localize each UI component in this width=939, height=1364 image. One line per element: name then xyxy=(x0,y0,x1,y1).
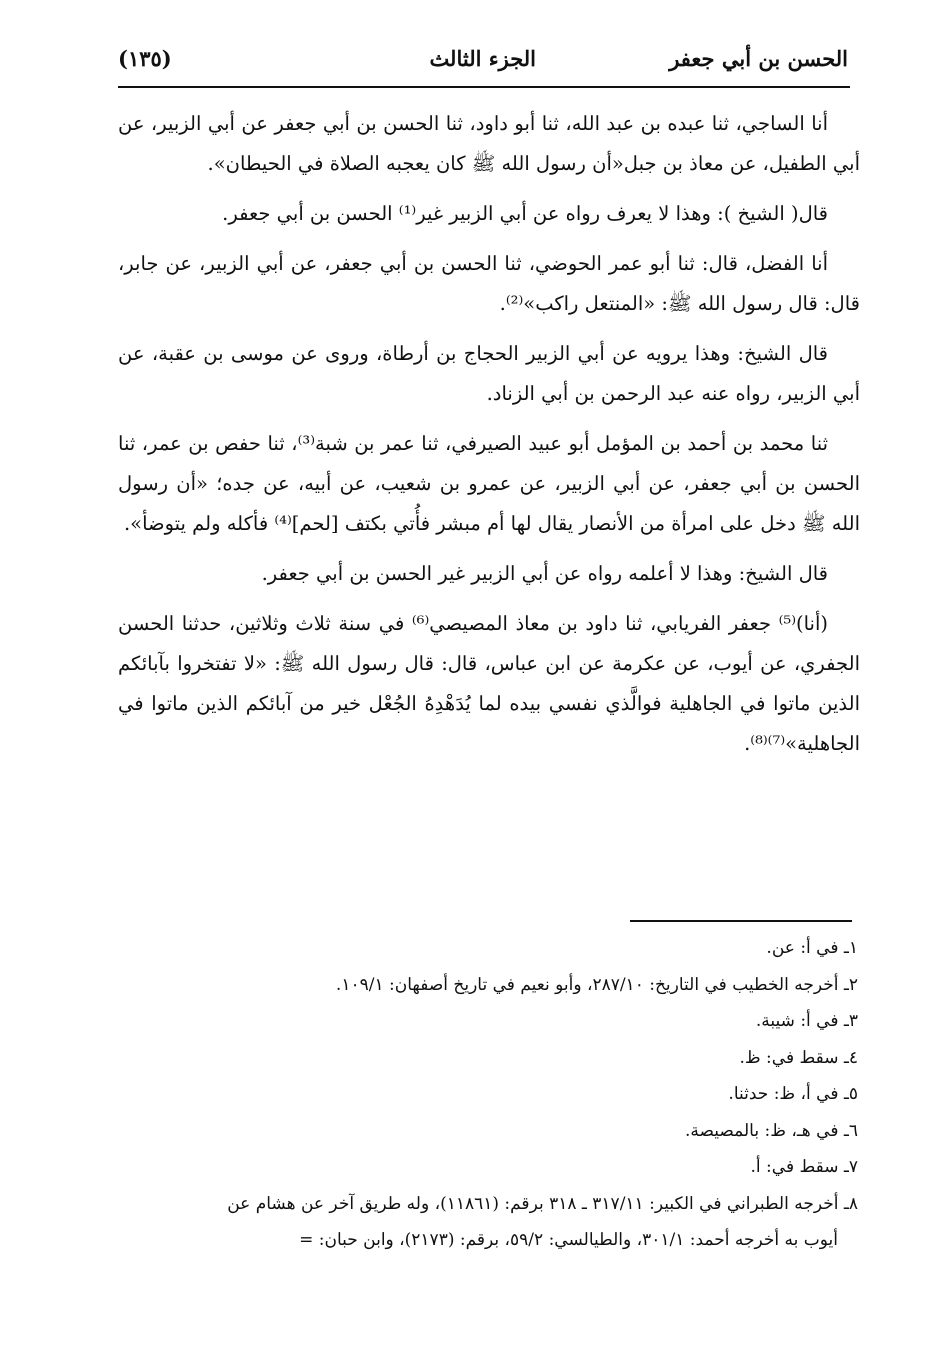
paragraph: قال الشيخ: وهذا يرويه عن أبي الزبير الحجاج بن أرطاة، وروى عن موسى بن عقبة، عن أبي الزبير، رواه عنه عبد الرحمن بن أبي الزناد. xyxy=(118,342,860,405)
running-header xyxy=(118,40,848,84)
footnote: ٥ـ في أ، ظ: حدثنا. xyxy=(728,1084,858,1104)
header-divider xyxy=(118,86,850,88)
paragraph: أنا الساجي، ثنا عبده بن عبد الله، ثنا أبو داود، ثنا الحسن بن أبي جعفر عن أبي الزبير، عن أبي الطفيل، عن معاذ بن جبل«أن رسول الله ﷺ كان يعجبه الصلاة في الحيطان». xyxy=(118,112,860,175)
footnote: ٢ـ أخرجه الخطيب في التاريخ: ٢٨٧/١٠، وأبو نعيم في تاريخ أصفهان: ١٠٩/١. xyxy=(335,974,858,995)
footnote: ٦ـ في هـ، ظ: بالمصيصة. xyxy=(685,1120,858,1141)
footnote-continuation: أيوب به أخرجه أحمد: ٣٠١/١، والطيالسي: ٥٩/٢، برقم: (٢١٧٣)، وابن حبان: = xyxy=(299,1229,838,1250)
footnote: ٨ـ أخرجه الطبراني في الكبير: ٣١٧/١١ ـ ٣١٨ برقم: (١١٨٦١)، وله طريق آخر عن هشام عن xyxy=(227,1193,858,1214)
paragraph: ثنا محمد بن أحمد بن المؤمل أبو عبيد الصيرفي، ثنا عمر بن شبة⁽³⁾، ثنا حفص بن عمر، ثنا الحسن بن أبي جعفر، عن أبي الزبير، عن عمرو بن شعيب، عن أبيه، عن جده؛ «أن رسول الله ﷺ دخل على امرأة من الأنصار يقال لها أم مبشر فأُتي بكتف [لحم]⁽⁴⁾ فأكله ولم يتوضأ». xyxy=(118,432,860,535)
footnotes xyxy=(110,930,858,1258)
paragraph: قال الشيخ: وهذا لا أعلمه رواه عن أبي الزبير غير الحسن بن أبي جعفر. xyxy=(261,562,828,585)
main-text xyxy=(118,104,860,774)
paragraph: أنا الفضل، قال: ثنا أبو عمر الحوضي، ثنا الحسن بن أبي جعفر، عن أبي الزبير، عن جابر، قال: قال رسول الله ﷺ: «المنتعل راكب»⁽²⁾. xyxy=(118,252,860,315)
footnote-divider xyxy=(630,920,852,922)
paragraph: (أنا)⁽⁵⁾ جعفر الفريابي، ثنا داود بن معاذ المصيصي⁽⁶⁾ في سنة ثلاث وثلاثين، حدثنا الحسن الجفري، عن أيوب، عن عكرمة عن ابن عباس، قال: قال رسول الله ﷺ: «لا تفتخروا بآبائكم الذين ماتوا في الجاهلية فوالَّذي نفسي بيده لما يُدَهْدِهُ الجُعْل خير من آبائكم الذين ماتوا في الجاهلية»⁽⁷⁾⁽⁸⁾. xyxy=(118,612,860,755)
page-number: (١٣٥) xyxy=(118,46,172,71)
footnote: ٧ـ سقط في: أ. xyxy=(750,1157,858,1177)
footnote: ٤ـ سقط في: ظ. xyxy=(739,1047,858,1068)
header-part-title: الجزء الثالث xyxy=(429,46,536,71)
footnote: ٣ـ في أ: شيبة. xyxy=(755,1011,858,1031)
header-author: الحسن بن أبي جعفر xyxy=(669,46,848,71)
paragraph: قال( الشيخ ): وهذا لا يعرف رواه عن أبي الزبير غير⁽¹⁾ الحسن بن أبي جعفر. xyxy=(222,202,828,225)
footnote: ١ـ في أ: عن. xyxy=(766,938,858,958)
